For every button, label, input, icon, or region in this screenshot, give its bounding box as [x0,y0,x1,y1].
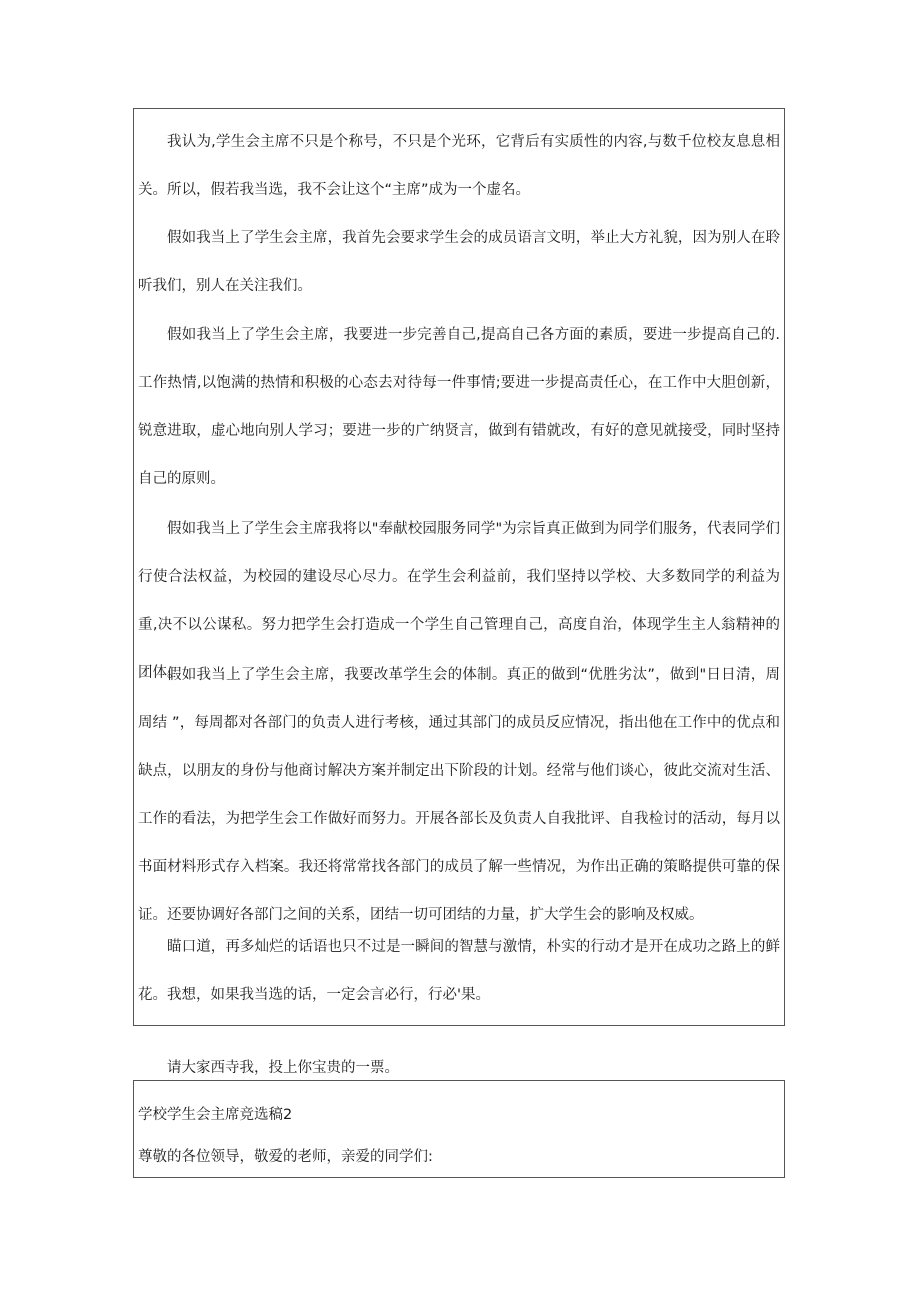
paragraph-5: 假如我当上了学生会主席，我要改革学生会的体制。真正的做到“优胜劣汰”，做到"日日清，周周结 ”，每周都对各部门的负责人进行考核，通过其部门的成员反应情况，指出他在工作中的优点和缺点，以朋友的身份与他商讨解决方案并制定出下阶段的计划。经常与他们谈心，彼此交流对生活、工作的看法，为把学生会工作做好而努力。开展各部长及负责人自我批评、自我检讨的活动，每月以书面材料形式存入档案。我还将常常找各部门的成员了解一些情况，为作出正确的策略提供可靠的保证。还要协调好各部门之间的关系，团结一切可团结的力量，扩大学生会的影响及权威。 [138,667,780,923]
closing-line: 请大家西寺我，投上你宝贵的一票。 [167,1060,399,1076]
paragraph-6: 瞄口道，再多灿烂的话语也只不过是一瞬间的智慧与激情，朴实的行动才是开在成功之路上的鲜花。我想，如果我当选的话，一定会言必行，行必'果。 [138,939,780,1003]
speech-title: 学校学生会主席竞选稿2 [138,1107,293,1123]
paragraph-4: 假如我当上了学生会主席我将以"奉献校园服务同学"为宗旨真正做到为同学们服务，代表同学们行使合法权益，为校园的建设尽心尽力。在学生会利益前，我们坚持以学校、大多数同学的利益为重,决不以公谋私。努力把学生会打造成一个学生自己管理自己，高度自治，体现学生主人翁精神的团体。 [138,521,780,681]
speech-text-box [133,108,785,1026]
paragraph-2: 假如我当上了学生会主席，我首先会要求学生会的成员语言文明，举止大方礼貌，因为别人在聆听我们，别人在关注我们。 [138,230,780,294]
speech-greeting: 尊敬的各位领导，敬爱的老师，亲爱的同学们: [138,1149,433,1165]
paragraph-3: 假如我当上了学生会主席，我要进一步完善自己,提高自己各方面的素质，要进一步提高自己的.工作热情,以饱满的热情和积极的心态去对待每一件事情;要进一步提高责任心，在工作中大胆创新，锐意进取，虚心地向别人学习；要进一步的广纳贤言，做到有错就改，有好的意见就接受，同时坚持自己的原则。 [138,327,780,487]
next-speech-box [133,1080,785,1178]
paragraph-1: 我认为,学生会主席不只是个称号，不只是个光环，它背后有实质性的内容,与数千位校友息息相关。所以，假若我当选，我不会让这个“主席”成为一个虚名。 [138,134,780,198]
